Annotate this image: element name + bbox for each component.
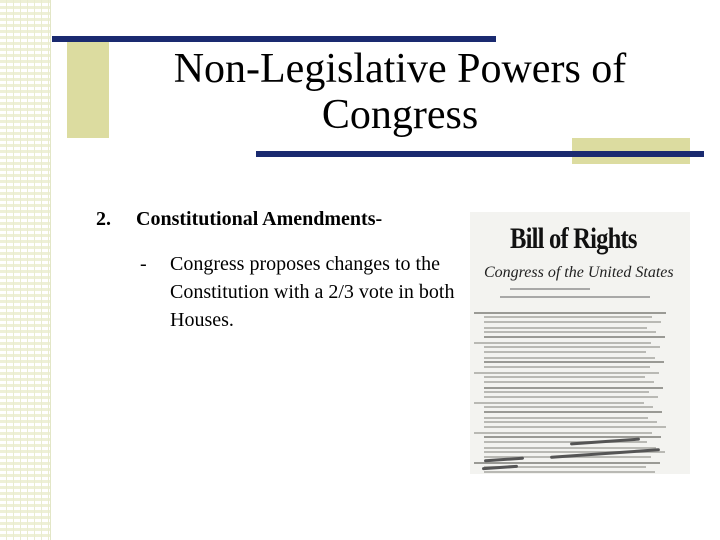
decorative-title-bar-top xyxy=(52,36,496,42)
section-number: 2. xyxy=(96,208,111,230)
document-text-line xyxy=(484,331,656,333)
decorative-title-bar-bottom xyxy=(256,151,704,157)
bullet-text: Congress proposes changes to the Constitution with a 2/3 vote in both Houses. xyxy=(170,253,455,331)
document-text-line xyxy=(500,296,650,298)
document-text-line xyxy=(484,376,645,378)
document-text-line xyxy=(484,351,646,353)
document-text-line xyxy=(484,316,652,318)
document-text-line xyxy=(510,288,590,290)
document-text-line xyxy=(484,346,660,348)
document-text-line xyxy=(484,447,656,449)
document-text-line xyxy=(474,372,659,374)
document-text-line xyxy=(474,402,644,404)
section-heading xyxy=(96,208,382,231)
document-text-line xyxy=(484,361,664,363)
document-text-line xyxy=(484,357,655,359)
document-text-line xyxy=(484,381,654,383)
bill-of-rights-image xyxy=(470,212,690,474)
slide-title xyxy=(120,46,680,138)
document-text-line xyxy=(484,321,661,323)
document-text-line xyxy=(484,471,655,473)
bullet-marker: - xyxy=(140,253,147,275)
document-text-line xyxy=(484,391,649,393)
document-text-line xyxy=(474,432,652,434)
document-text-line xyxy=(484,387,663,389)
decorative-accent-box-left xyxy=(67,38,109,138)
section-heading-text: Constitutional Amendments- xyxy=(136,208,383,230)
decorative-grid-strip xyxy=(0,0,51,540)
document-text-line xyxy=(474,312,666,314)
document-text-line xyxy=(484,327,647,329)
document-text-line xyxy=(474,342,651,344)
document-text-line xyxy=(484,406,653,408)
document-text-line xyxy=(484,417,648,419)
document-text-line xyxy=(484,366,650,368)
document-text-line xyxy=(484,396,658,398)
slide-title-line1: Non-Legislative Powers of xyxy=(173,46,627,92)
document-title: Bill of Rights xyxy=(510,222,637,255)
document-text-line xyxy=(484,421,657,423)
document-text-line xyxy=(484,411,662,413)
document-subtitle: Congress of the United States xyxy=(484,264,674,281)
slide-title-line2: Congress xyxy=(321,92,479,138)
document-text-line xyxy=(484,426,666,428)
bullet-item xyxy=(140,250,460,334)
document-text-line xyxy=(474,462,660,464)
document-text-line xyxy=(484,336,665,338)
